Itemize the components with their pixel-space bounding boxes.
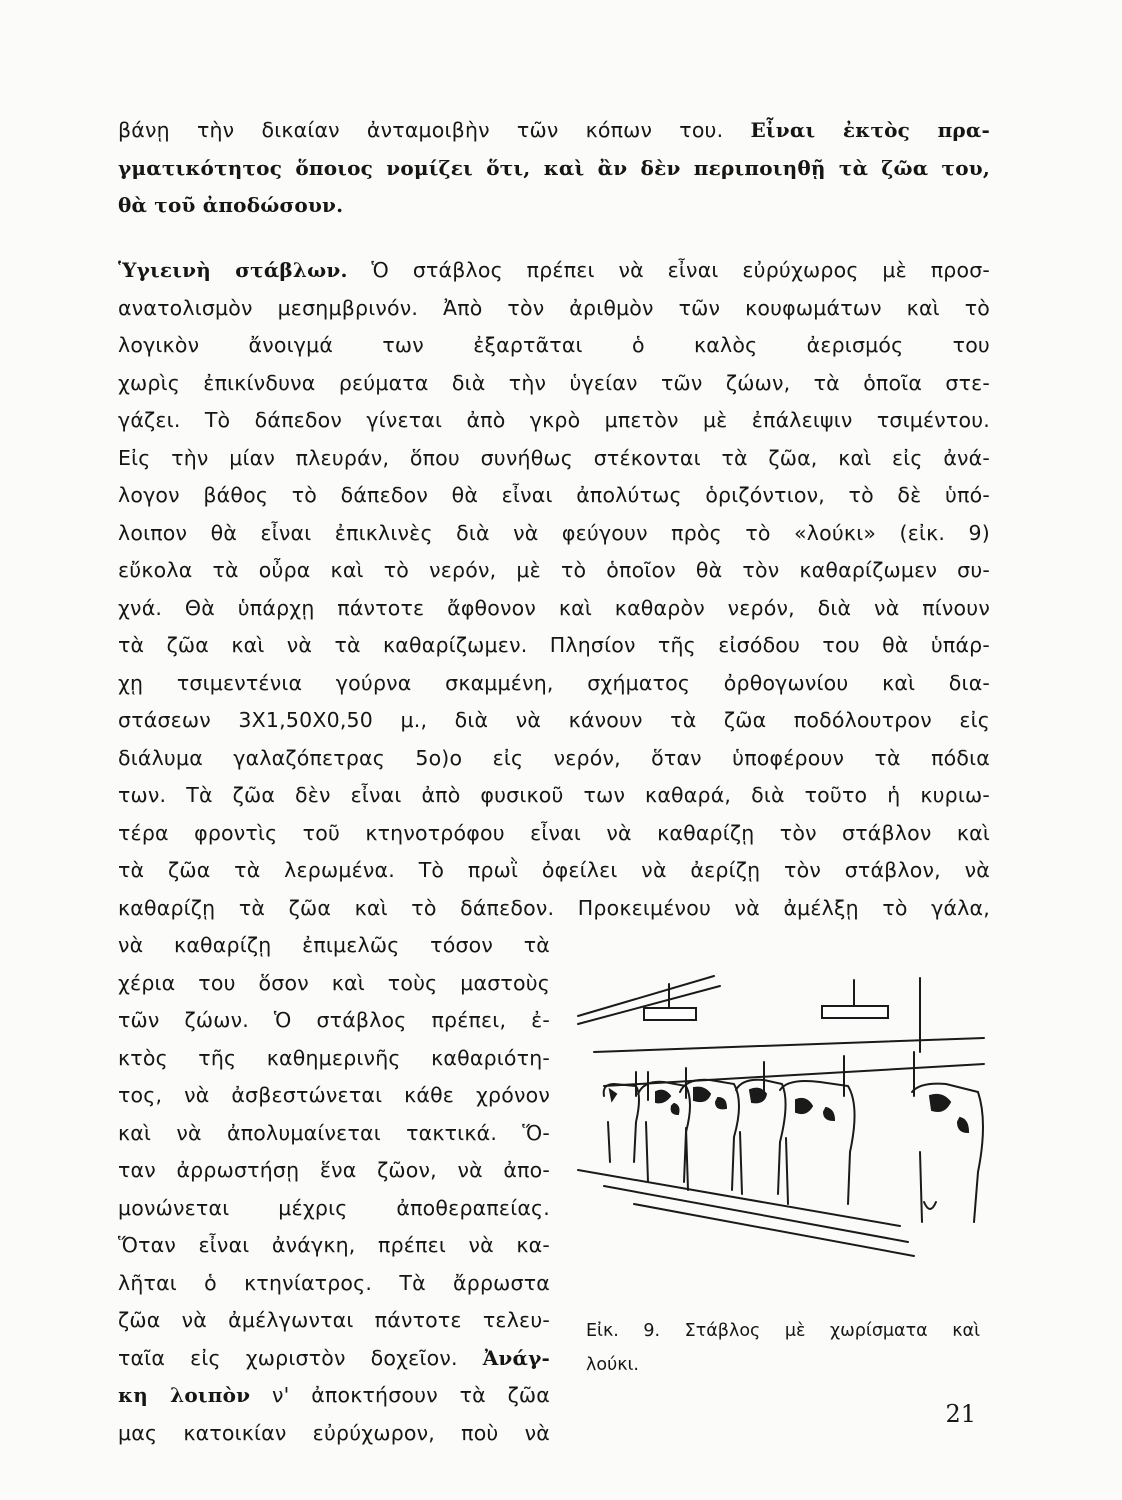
ceiling-beam [594,1038,984,1052]
cow-figure [912,1084,983,1222]
text-line: χῃ τσιμεντένια γούρνα σκαμμένη, σχήματος ὀρθογωνίου καὶ δια- [118,670,990,695]
floor-edge [578,1170,900,1226]
text-line [118,252,990,290]
text-line: τέρα φροντὶς τοῦ κτηνοτρόφου εἶναι νὰ καθαρίζῃ τὸν στάβλον καὶ [118,820,990,845]
cow-figure [638,1082,690,1182]
caption-line: λούκι. [586,1355,639,1375]
text-line: μας κατοικίαν εὐρύχωρον, ποὺ νὰ [118,1420,550,1445]
ceiling-lamp [822,1006,888,1018]
text-line: Ὅταν εἶναι ἀνάγκη, πρέπει νὰ κα- [118,1233,550,1257]
text-line: ανατολισμὸν μεσημβρινόν. Ἀπὸ τὸν ἀριθμὸν τῶν κουφωμάτων καὶ τὸ [118,295,990,320]
bold-text-span: Ἀνάγ- [482,1345,551,1370]
text-line: χνά. Θὰ ὑπάρχῃ πάντοτε ἄφθονον καὶ καθαρὸν νερόν, διὰ νὰ πίνουν [118,595,990,620]
text-span: Ὁ στάβλος πρέπει νὰ εἶναι εὐρύχωρος μὲ προσ- [371,258,990,282]
text-line: λογον βάθος τὸ δάπεδον θὰ εἶναι ἀπολύτως ὁριζόντιον, τὸ δὲ ὑπό- [118,483,990,507]
paragraph-intro [118,112,990,225]
text-line: τῶν ζώων. Ὁ στάβλος πρέπει, ἐ- [118,1008,550,1032]
caption-line: Εἰκ. 9. Στάβλος μὲ χωρίσματα καὶ [586,1321,980,1341]
bold-text-span: Εἶναι ἐκτὸς πρα- [750,118,991,142]
text-line: των. Τὰ ζῶα δὲν εἶναι ἀπὸ φυσικοῦ των καθαρά, διὰ τοῦτο ἡ κυριω- [118,783,990,807]
cow-figure [604,1084,639,1162]
section-heading: Ὑγιεινὴ στάβλων. [118,258,348,282]
text-line: τὰ ζῶα τὰ λερωμένα. Τὸ πρωῒ ὀφείλει νὰ ἀερίζῃ τὸν στάβλον, νὰ [118,858,990,882]
stable-illustration [574,972,994,1272]
text-line: διάλυμα γαλαζόπετρας 5ο)ο εἰς νερόν, ὅταν ὑποφέρουν τὰ πόδια [118,745,990,770]
text-line: Εἰς τὴν μίαν πλευράν, ὅπου συνήθως στέκονται τὰ ζῶα, καὶ εἰς ἀνά- [118,445,990,470]
text-line: κτὸς τῆς καθημερινῆς καθαριότη- [118,1045,550,1070]
cow-figure [780,1081,855,1204]
ceiling-lamp [644,1008,696,1020]
text-line: χωρὶς ἐπικίνδυνα ρεύματα διὰ τὴν ὑγείαν τῶν ζώων, τὰ ὁποῖα στε- [118,370,990,395]
text-line: τὰ ζῶα καὶ νὰ τὰ καθαρίζωμεν. Πλησίον τῆς εἰσόδου του θὰ ὑπάρ- [118,633,990,657]
text-line: τος, νὰ ἀσβεστώνεται κάθε χρόνον [118,1083,550,1107]
gutter-louki [604,1186,908,1242]
stable-drawing-svg [574,972,994,1272]
text-line: ζῶα νὰ ἀμέλγωνται πάντοτε τελευ- [118,1308,550,1332]
text-span: ν' ἀποκτήσουν τὰ ζῶα [271,1383,551,1407]
gutter-louki [634,1204,914,1256]
text-line [118,1340,550,1378]
stall-post [636,1072,648,1100]
text-line: γάζει. Τὸ δάπεδον γίνεται ἀπὸ γκρὸ μπετὸν μὲ ἐπάλειψιν τσιμέντου. [118,408,990,432]
text-line: εὔκολα τὰ οὖρα καὶ τὸ νερόν, μὲ τὸ ὁποῖον θὰ τὸν καθαρίζωμεν συ- [118,558,990,582]
bold-text-line: γματικότητος ὅποιος νομίζει ὅτι, καὶ ἂν δὲν περιποιηθῇ τὰ ζῶα του, [118,155,990,180]
text-line: λοιπον θὰ εἶναι ἐπικλινὲς διὰ νὰ φεύγουν πρὸς τὸ «λούκι» (εἰκ. 9) [118,520,990,545]
text-line [118,112,990,150]
text-line: καθαρίζῃ τὰ ζῶα καὶ τὸ δάπεδον. Προκειμένου νὰ ἀμέλξῃ τὸ γάλα, [118,895,990,920]
cow-figure [736,1080,786,1194]
text-line: νὰ καθαρίζῃ ἐπιμελῶς τόσον τὰ [118,933,550,957]
text-line: λῆται ὁ κτηνίατρος. Τὰ ἄρρωστα [118,1270,550,1295]
figure-caption [586,1314,980,1382]
page-number: 21 [945,1400,976,1428]
bold-text-line: θὰ τοῦ ἀποδώσουν. [118,193,344,217]
text-line: καὶ νὰ ἀπολυμαίνεται τακτικά. Ὅ- [118,1120,550,1145]
text-line: μονώνεται μέχρις ἀποθεραπείας. [118,1195,550,1220]
text-line: λογικὸν ἄνοιγμά των ἐξαρτᾶται ὁ καλὸς ἀερισμός του [118,333,990,357]
text-line: χέρια του ὅσον καὶ τοὺς μαστοὺς [118,970,550,995]
text-span: βάνῃ τὴν δικαίαν ἀνταμοιβὴν τῶν κόπων του. [118,118,724,142]
text-span: ταῖα εἰς χωριστὸν δοχεῖον. [118,1345,458,1370]
text-line [118,1377,550,1415]
bold-text-span: κη λοιπὸν [118,1383,251,1407]
text-line: στάσεων 3Χ1,50Χ0,50 μ., διὰ νὰ κάνουν τὰ ζῶα ποδόλουτρον εἰς [118,708,990,732]
text-line: ταν ἀρρωστήσῃ ἕνα ζῶον, νὰ ἀπο- [118,1158,550,1182]
